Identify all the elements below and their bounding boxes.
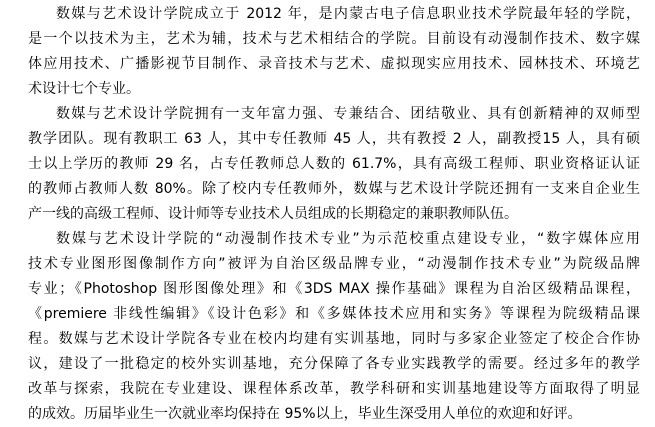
text-line: 专业；《Photoshop 图形图像处理》和《3DS MAX 操作基础》课程为自治区级精品课程， xyxy=(28,281,640,297)
text-line: 体应用技术、广播影视节目制作、录音技术与艺术、虚拟现实应用技术、园林技术、环境艺 xyxy=(28,56,640,72)
text-line: 数媒与艺术设计学院拥有一支年富力强、专兼结合、团结敬业、具有创新精神的双师型 xyxy=(56,106,640,122)
text-line: 的教师占教师人数 80%。除了校内专任教师外，数媒与艺术设计学院还拥有一支来自企业生 xyxy=(28,181,640,197)
text-line: 术设计七个专业。 xyxy=(28,81,140,97)
text-line: 议，建设了一批稳定的校外实训基地，充分保障了各专业实践教学的需要。经过多年的教学 xyxy=(28,356,640,372)
text-line: 数媒与艺术设计学院的“动漫制作技术专业”为示范校重点建设专业，“数字媒体应用 xyxy=(56,231,640,247)
paragraph-2 xyxy=(28,102,640,227)
text-line: 士以上学历的教师 29 名，占专任教师总人数的 61.7%，具有高级工程师、职业资格证认证 xyxy=(28,156,640,172)
text-line: 是一个以技术为主，艺术为辅，技术与艺术相结合的学院。目前设有动漫制作技术、数字媒 xyxy=(28,31,640,47)
text-line: 产一线的高级工程师、设计师等专业技术人员组成的长期稳定的兼职教师队伍。 xyxy=(28,206,518,222)
text-line: 改革与探索，我院在专业建设、课程体系改革，教学科研和实训基地建设等方面取得了明显 xyxy=(28,381,640,397)
paragraph-1 xyxy=(28,2,640,102)
paragraph-3 xyxy=(28,227,640,427)
text-line: 数媒与艺术设计学院成立于 2012 年，是内蒙古电子信息职业技术学院最年轻的学院， xyxy=(56,6,640,22)
text-line: 教学团队。现有教职工 63 人，其中专任教师 45 人，共有教授 2 人，副教授15 人，具有硕 xyxy=(28,131,640,147)
text-line: 的成效。历届毕业生一次就业率均保持在 95%以上，毕业生深受用人单位的欢迎和好评。 xyxy=(28,406,582,422)
text-line: 程。数媒与艺术设计学院各专业在校内均建有实训基地，同时与多家企业签定了校企合作协 xyxy=(28,331,640,347)
document-body xyxy=(28,2,640,427)
text-line: 《premiere 非线性编辑》《设计色彩》和《多媒体技术应用和实务》等课程为院级精品课 xyxy=(28,306,640,322)
text-line: 技术专业图形图像制作方向”被评为自治区级品牌专业，“动漫制作技术专业”为院级品牌 xyxy=(28,256,640,272)
